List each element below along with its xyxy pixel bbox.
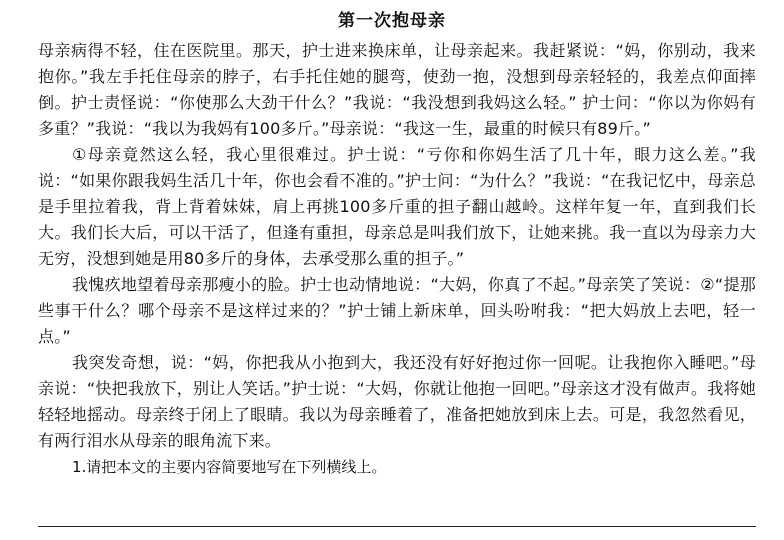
question-1: 1.请把本文的主要内容简要地写在下列横线上。: [72, 458, 387, 476]
paragraph-1: 母亲病得不轻，住在医院里。那天，护士进来换床单，让母亲起来。我赶紧说：“妈，你别动，我来抱你。”我左手托住母亲的脖子，右手托住她的腿弯，使劲一抱，没想到母亲轻轻的，我差点仰面摔倒。护士责怪说：“你使那么大劲干什么？”我说：“我没想到我妈这么轻。” 护士问：“你以为你妈有多重？”我说：“我以为我妈有100多斤。”母亲说：“我这一生，最重的时候只有89斤。”: [38, 41, 756, 138]
paragraph-3: 我愧疚地望着母亲那瘦小的脸。护士也动情地说：“大妈，你真了不起。”母亲笑了笑说：②“提那些事干什么？哪个母亲不是这样过来的？”护士铺上新床单，回头吩咐我：“把大妈放上去吧，轻一点。”: [38, 275, 756, 346]
paragraph-4: 我突发奇想，说：“妈，你把我从小抱到大，我还没有好好抱过你一回呢。让我抱你入睡吧。”母亲说：“快把我放下，别让人笑话。”护士说：“大妈，你就让他抱一回吧。”母亲这才没有做声。我将她轻轻地摇动。母亲终于闭上了眼睛。我以为母亲睡着了，准备把她放到床上去。可是，我忽然看见，有两行泪水从母亲的眼角流下来。: [38, 353, 756, 450]
paragraph-2: ①母亲竟然这么轻，我心里很难过。护士说：“亏你和你妈生活了几十年，眼力这么差。”我说：“如果你跟我妈生活几十年，你也会看不准的。”护士问：“为什么？”我说：“在我记忆中，母亲总是手里拉着我，背上背着妹妹，肩上再挑100多斤重的担子翻山越岭。这样年复一年，直到我们长大。我们长大后，可以干活了，但逢有重担，母亲总是叫我们放下，让她来挑。我一直以为母亲力大无穷，没想到她是用80多斤的身体，去承受那么重的担子。”: [38, 145, 756, 268]
article-body: [38, 38, 756, 480]
document-title: 第一次抱母亲: [338, 11, 446, 31]
answer-line[interactable]: [38, 526, 756, 527]
